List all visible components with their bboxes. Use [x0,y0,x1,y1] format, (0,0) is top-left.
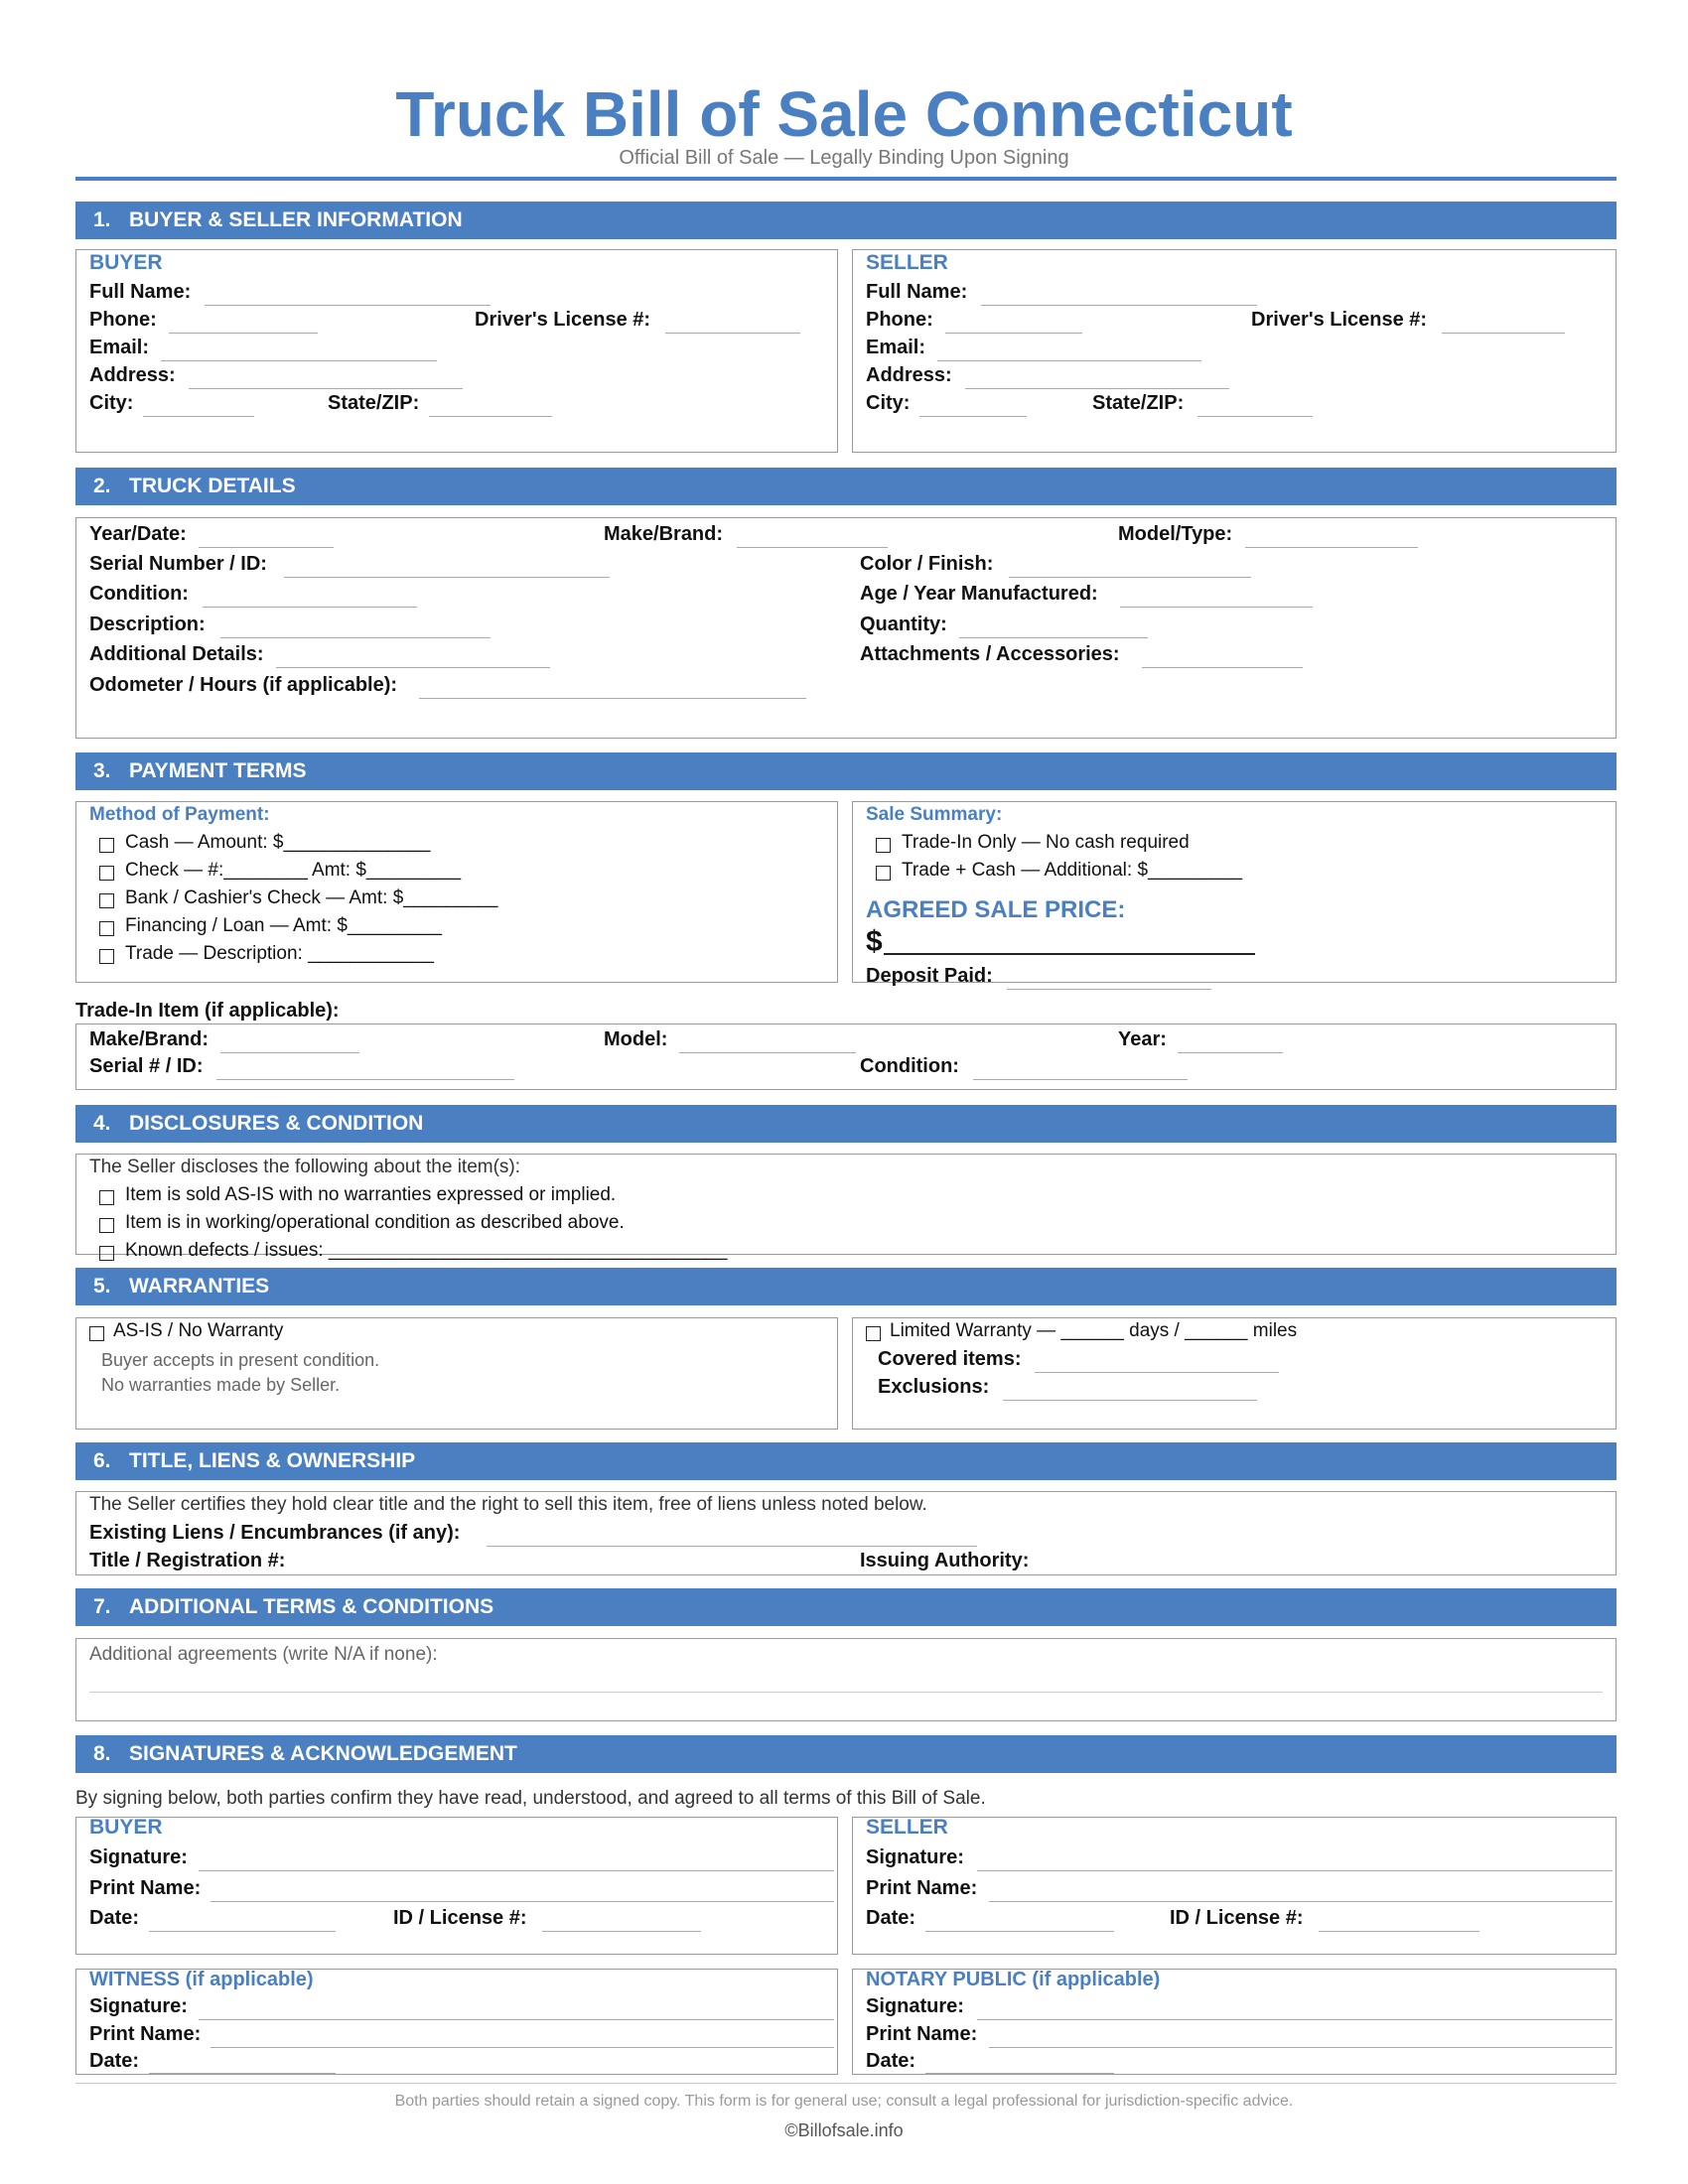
witness-date-label: Date: [89,2050,140,2072]
as-is-label: Item is sold AS-IS with no warranties expressed or implied. [125,1184,617,1205]
truck-age-field[interactable] [1120,607,1313,608]
witness-date-field[interactable] [149,2073,336,2074]
truck-odometer-label: Odometer / Hours (if applicable): [89,674,398,696]
section-title: TITLE, LIENS & OWNERSHIP [129,1449,416,1472]
trade-in-only-label: Trade-In Only — No cash required [902,832,1190,853]
notary-date-field[interactable] [925,2073,1114,2074]
working-condition-label: Item is in working/operational condition as described above. [125,1212,625,1233]
section-title: DISCLOSURES & CONDITION [129,1112,424,1135]
seller-address-field[interactable] [965,388,1229,389]
section-title: WARRANTIES [129,1275,270,1297]
seller-city-field[interactable] [919,416,1027,417]
buyer-id-license-field[interactable] [542,1931,701,1932]
footer-note: Both parties should retain a signed copy. This form is for general use; consult a legal professional for jurisdiction-specific advice. [394,2093,1294,2110]
truck-color-label: Color / Finish: [860,553,994,575]
disclosures-intro: The Seller discloses the following about the item(s): [89,1157,521,1177]
additional-terms-field[interactable] [89,1692,1603,1693]
no-warranty-label: AS-IS / No Warranty [113,1320,284,1341]
buyer-signature-label: Signature: [89,1846,188,1868]
sale-summary-heading: Sale Summary: [866,804,1003,825]
seller-date-label: Date: [866,1907,916,1929]
buyer-accepts-note: Buyer accepts in present condition. [101,1350,380,1370]
buyer-address-label: Address: [89,364,176,386]
additional-terms-prompt: Additional agreements (write N/A if none): [89,1644,438,1665]
trade-in-year-field[interactable] [1178,1052,1283,1053]
trade-checkbox[interactable] [99,949,114,964]
trade-in-make-label: Make/Brand: [89,1028,210,1050]
section-title: ADDITIONAL TERMS & CONDITIONS [129,1595,494,1618]
truck-age-label: Age / Year Manufactured: [860,583,1098,605]
trade-in-condition-label: Condition: [860,1055,959,1077]
seller-address-label: Address: [866,364,952,386]
section-header-disclosures [75,1105,1617,1143]
notary-print-name-field[interactable] [989,2047,1613,2048]
check-option-label: Check — #:________ Amt: $_________ [125,860,462,881]
document-title: Truck Bill of Sale Connecticut [395,78,1293,150]
notary-heading: NOTARY PUBLIC (if applicable) [866,1969,1161,1990]
truck-make-field[interactable] [737,547,888,548]
issuing-authority-label: Issuing Authority: [860,1550,1030,1571]
truck-year-label: Year/Date: [89,523,187,545]
section-number: 5. [93,1275,111,1297]
buyer-date-label: Date: [89,1907,140,1929]
title-liens-intro: The Seller certifies they hold clear title and the right to sell this item, free of liens unless noted below. [89,1494,927,1515]
buyer-date-field[interactable] [149,1931,336,1932]
seller-signature-field[interactable] [977,1870,1613,1871]
truck-description-label: Description: [89,614,206,635]
truck-attachments-label: Attachments / Accessories: [860,643,1120,665]
truck-make-label: Make/Brand: [604,523,724,545]
truck-attachments-field[interactable] [1142,667,1303,668]
deposit-paid-label: Deposit Paid: [866,965,993,987]
trade-option-label: Trade — Description: ____________ [125,943,434,964]
seller-full-name-label: Full Name: [866,281,968,303]
section-header-additional-terms [75,1588,1617,1626]
seller-print-name-field[interactable] [989,1901,1613,1902]
buyer-email-field[interactable] [161,360,437,361]
financing-option-label: Financing / Loan — Amt: $_________ [125,915,443,936]
notary-date-label: Date: [866,2050,916,2072]
limited-warranty-label: Limited Warranty — ______ days / ______ miles [890,1320,1298,1341]
trade-in-condition-field[interactable] [973,1079,1188,1080]
buyer-full-name-field[interactable] [205,305,491,306]
buyer-heading: BUYER [89,251,163,274]
section-header-truck-details [75,468,1617,505]
truck-odometer-field[interactable] [419,698,806,699]
title-rule [75,177,1617,181]
seller-info-box [852,249,1617,453]
buyer-license-label: Driver's License #: [475,309,651,331]
seller-email-label: Email: [866,337,926,358]
cash-checkbox[interactable] [99,838,114,853]
footer-copyright: ©Billofsale.info [784,2120,904,2140]
seller-phone-field[interactable] [945,333,1082,334]
buyer-phone-label: Phone: [89,309,157,331]
truck-quantity-label: Quantity: [860,614,947,635]
truck-model-label: Model/Type: [1118,523,1233,545]
section-number: 3. [93,759,111,782]
buyer-city-label: City: [89,392,134,414]
footer-rule [75,2083,1617,2084]
bank-check-option-label: Bank / Cashier's Check — Amt: $_________ [125,887,498,908]
title-registration-label: Title / Registration #: [89,1550,286,1571]
trade-plus-cash-label: Trade + Cash — Additional: $_________ [902,860,1243,881]
section-header-payment-terms [75,752,1617,790]
section-header-title-liens [75,1442,1617,1480]
section-title: TRUCK DETAILS [129,475,296,497]
trade-plus-cash-checkbox[interactable] [876,866,891,881]
seller-full-name-field[interactable] [981,305,1257,306]
agreed-sale-price-label: AGREED SALE PRICE: [866,896,1126,923]
truck-condition-label: Condition: [89,583,189,605]
trade-in-heading: Trade-In Item (if applicable): [75,1000,340,1022]
truck-additional-label: Additional Details: [89,643,264,665]
document-subtitle: Official Bill of Sale — Legally Binding Upon Signing [619,147,1069,169]
section-number: 7. [93,1595,111,1618]
section-title: BUYER & SELLER INFORMATION [129,208,463,231]
buyer-info-box [75,249,838,453]
limited-warranty-checkbox[interactable] [866,1326,881,1341]
seller-city-label: City: [866,392,911,414]
notary-print-name-label: Print Name: [866,2023,978,2045]
witness-print-name-label: Print Name: [89,2023,202,2045]
witness-heading: WITNESS (if applicable) [89,1969,314,1990]
working-condition-checkbox[interactable] [99,1218,114,1233]
check-checkbox[interactable] [99,866,114,881]
seller-id-license-label: ID / License #: [1170,1907,1304,1929]
financing-checkbox[interactable] [99,921,114,936]
no-warranties-note: No warranties made by Seller. [101,1375,341,1395]
seller-license-field[interactable] [1442,333,1565,334]
seller-id-license-field[interactable] [1319,1931,1479,1932]
seller-signature-heading: SELLER [866,1816,948,1839]
truck-condition-field[interactable] [203,607,417,608]
buyer-email-label: Email: [89,337,150,358]
section-header-buyer-seller [75,202,1617,239]
trade-in-year-label: Year: [1118,1028,1167,1050]
trade-in-only-checkbox[interactable] [876,838,891,853]
truck-year-field[interactable] [199,547,334,548]
buyer-state-zip-field[interactable] [429,416,552,417]
section-title: SIGNATURES & ACKNOWLEDGEMENT [129,1742,517,1765]
truck-model-field[interactable] [1245,547,1418,548]
section-number: 2. [93,475,111,497]
truck-additional-field[interactable] [276,667,550,668]
witness-signature-field[interactable] [199,2019,834,2020]
buyer-license-field[interactable] [665,333,800,334]
truck-serial-field[interactable] [284,577,610,578]
deposit-paid-field[interactable] [1007,989,1211,990]
seller-heading: SELLER [866,251,948,274]
bank-check-checkbox[interactable] [99,893,114,908]
trade-in-model-field[interactable] [679,1052,856,1053]
buyer-id-license-label: ID / License #: [393,1907,527,1929]
seller-date-field[interactable] [925,1931,1114,1932]
section-header-signatures [75,1735,1617,1773]
seller-signature-label: Signature: [866,1846,964,1868]
known-defects-label: Known defects / issues: ______________________________________ [125,1240,728,1261]
section-title: PAYMENT TERMS [129,759,307,782]
seller-license-label: Driver's License #: [1251,309,1428,331]
section-number: 8. [93,1742,111,1765]
section-number: 4. [93,1112,111,1135]
buyer-full-name-label: Full Name: [89,281,192,303]
truck-description-field[interactable] [220,637,491,638]
covered-items-label: Covered items: [878,1348,1022,1370]
sale-summary-box [852,801,1617,983]
trade-in-make-field[interactable] [220,1052,359,1053]
covered-items-field[interactable] [1035,1372,1279,1373]
truck-details-box [75,517,1617,739]
notary-signature-field[interactable] [977,2019,1613,2020]
buyer-city-field[interactable] [143,416,254,417]
truck-quantity-field[interactable] [959,637,1148,638]
as-is-checkbox[interactable] [99,1190,114,1205]
seller-phone-label: Phone: [866,309,933,331]
section-number: 1. [93,208,111,231]
trade-in-model-label: Model: [604,1028,668,1050]
payment-method-heading: Method of Payment: [89,804,270,825]
no-warranty-checkbox[interactable] [89,1326,104,1341]
existing-liens-label: Existing Liens / Encumbrances (if any): [89,1522,461,1544]
notary-signature-label: Signature: [866,1995,964,2017]
buyer-phone-field[interactable] [169,333,318,334]
truck-color-field[interactable] [1009,577,1251,578]
seller-state-zip-field[interactable] [1197,416,1313,417]
section-number: 6. [93,1449,111,1472]
agreed-sale-price-field[interactable] [884,953,1255,955]
trade-in-serial-label: Serial # / ID: [89,1055,204,1077]
dollar-sign: $ [866,925,883,958]
exclusions-label: Exclusions: [878,1376,990,1398]
seller-state-zip-label: State/ZIP: [1092,392,1185,414]
buyer-state-zip-label: State/ZIP: [328,392,420,414]
truck-serial-label: Serial Number / ID: [89,553,267,575]
signatures-intro: By signing below, both parties confirm they have read, understood, and agreed to all terms of this Bill of Sale. [75,1788,986,1809]
buyer-print-name-label: Print Name: [89,1877,202,1899]
seller-print-name-label: Print Name: [866,1877,978,1899]
exclusions-field[interactable] [1003,1400,1257,1401]
buyer-signature-field[interactable] [199,1870,834,1871]
section-header-warranties [75,1268,1617,1305]
seller-email-field[interactable] [937,360,1201,361]
buyer-signature-heading: BUYER [89,1816,163,1839]
witness-signature-label: Signature: [89,1995,188,2017]
buyer-print-name-field[interactable] [211,1901,834,1902]
known-defects-checkbox[interactable] [99,1246,114,1261]
existing-liens-field[interactable] [487,1546,977,1547]
witness-print-name-field[interactable] [211,2047,834,2048]
trade-in-serial-field[interactable] [216,1079,514,1080]
cash-option-label: Cash — Amount: $______________ [125,832,431,853]
buyer-address-field[interactable] [189,388,463,389]
